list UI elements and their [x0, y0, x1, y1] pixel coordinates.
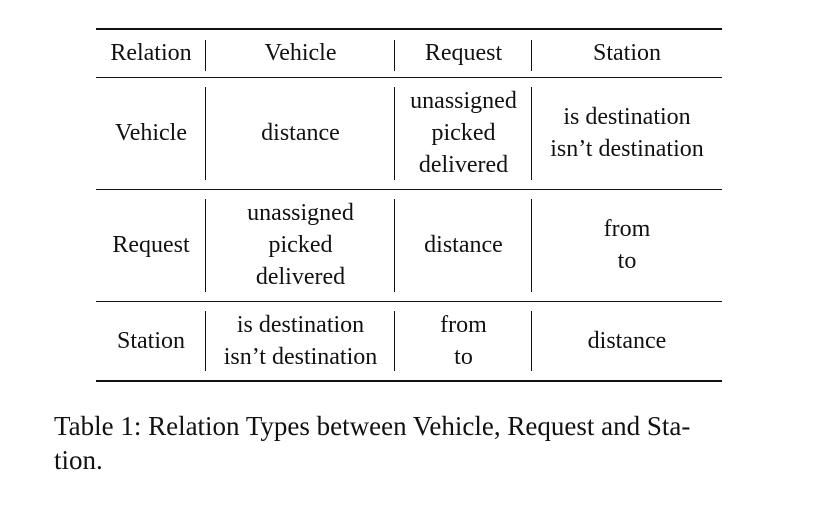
cell-station-station	[532, 301, 722, 381]
cell-text: picked	[431, 120, 496, 146]
cell-text: to	[454, 343, 473, 370]
cell-vehicle-request	[395, 77, 532, 189]
cell-text: distance	[424, 232, 503, 258]
cell-request-request	[395, 189, 532, 301]
caption-line-1: Table 1: Relation Types between Vehicle, Request and Sta-	[54, 411, 691, 441]
cell-request-vehicle	[206, 189, 395, 301]
cell-vehicle-vehicle	[206, 77, 395, 189]
cell-text: distance	[261, 120, 340, 146]
table-row	[96, 301, 722, 381]
cell-station-request	[395, 301, 532, 381]
row-label-vehicle: Vehicle	[96, 77, 206, 189]
row-label-request: Request	[96, 189, 206, 301]
table-header-row	[96, 29, 722, 77]
header-station: Station	[592, 40, 661, 67]
table-row	[96, 189, 722, 301]
cell-text: from	[440, 311, 487, 338]
header-relation: Relation	[96, 29, 206, 77]
cell-vehicle-station	[532, 77, 722, 189]
header-vehicle: Vehicle	[206, 29, 395, 77]
table-row	[96, 77, 722, 189]
cell-text: isn’t destination	[223, 343, 378, 370]
cell-text: distance	[587, 327, 667, 354]
caption-line-2: tion.	[54, 445, 103, 475]
cell-text: delivered	[418, 152, 509, 178]
row-label-station: Station	[96, 301, 206, 381]
cell-text: is destination	[236, 311, 365, 338]
relation-table-container	[96, 28, 722, 382]
cell-text: unassigned	[247, 200, 354, 226]
cell-request-station	[532, 189, 722, 301]
cell-text: unassigned	[410, 88, 517, 114]
table-caption	[54, 409, 774, 477]
cell-station-vehicle	[206, 301, 395, 381]
cell-text: from	[603, 216, 651, 242]
header-request: Request	[395, 29, 532, 77]
relation-types-table	[96, 28, 722, 382]
cell-text: to	[617, 248, 637, 274]
cell-text: is destination	[563, 104, 691, 130]
cell-text: isn’t destination	[550, 136, 704, 162]
cell-text: picked	[268, 232, 333, 258]
cell-text: delivered	[255, 264, 346, 290]
